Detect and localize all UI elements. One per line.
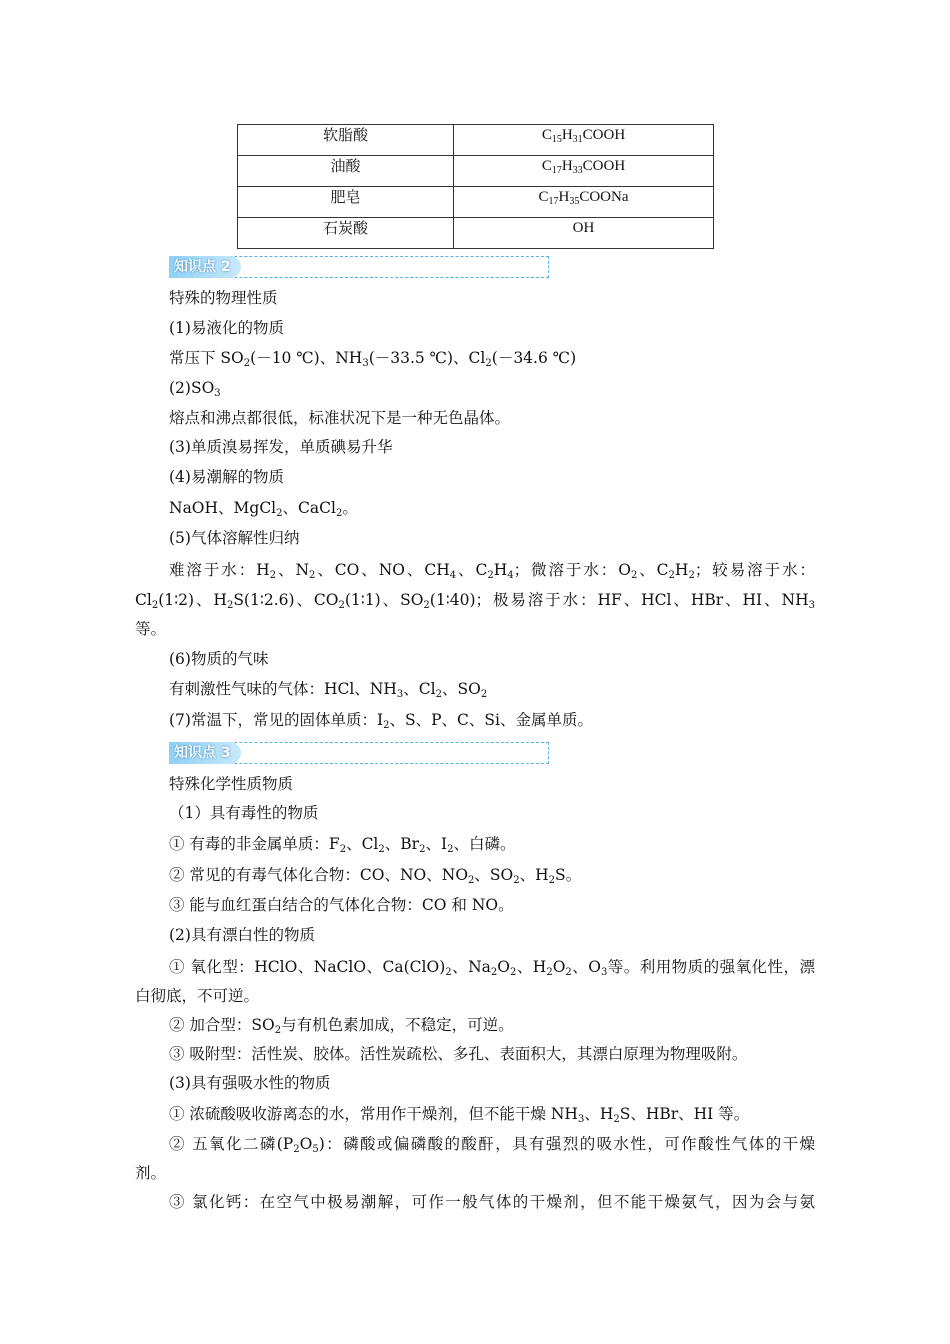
text-line: 剂。 — [135, 1164, 167, 1182]
subheading: (1)易液化的物质 — [169, 319, 284, 337]
table-cell-formula: $C_{15}H_{31}COOH$ — [454, 125, 714, 156]
text-line: ② 常见的有毒气体化合物：CO、NO、$NO_2$、$SO_2$、$H_2S$。 — [169, 866, 582, 886]
table-cell-formula: $C_{17}H_{35}COONa$ — [454, 187, 714, 218]
knowledge-point-label: 知识点 3 — [169, 742, 241, 764]
text-line: 白彻底，不可逆。 — [135, 987, 260, 1005]
text-line: 熔点和沸点都很低，标准状况下是一种无色晶体。 — [169, 409, 511, 427]
table-cell-formula: OH — [454, 218, 714, 249]
subheading: (6)物质的气味 — [169, 650, 269, 668]
fatty-acid-table — [237, 124, 714, 249]
subheading: (5)气体溶解性归纳 — [169, 529, 300, 547]
table-row — [238, 156, 714, 187]
subheading: (7)常温下，常见的固体单质：$I_2$、S、P、C、Si、金属单质。 — [169, 711, 593, 731]
text-line: ① 浓硫酸吸收游离态的水，常用作干燥剂，但不能干燥 $NH_3$、$H_2S$、HBr、HI 等。 — [169, 1105, 750, 1125]
text-line: 有刺激性气味的气体：HCl、$NH_3$、$Cl_2$、$SO_2$ — [169, 680, 488, 700]
knowledge-point-2-header — [169, 256, 549, 278]
text-line: 常压下 $SO_2(-10$ ℃)、$NH_3(-33.5$ ℃)、$Cl_2(-34.6$ ℃) — [169, 349, 577, 369]
text-line: ③ 能与血红蛋白结合的气体化合物：CO 和 NO。 — [169, 896, 514, 914]
section-title: 特殊的物理性质 — [169, 289, 278, 307]
subheading: (2)具有漂白性的物质 — [169, 926, 315, 944]
table-cell-name: 石炭酸 — [238, 218, 454, 249]
text-line: $Cl_2(1∶2)$、$H_2S(1∶2.6)$、$CO_2(1∶1)$、$SO_2(1∶40)$；极易溶于水：HF、HCl、HBr、HI、$NH_3$ — [135, 591, 815, 611]
text-line: ③ 吸附型：活性炭、胶体。活性炭疏松、多孔、表面积大，其漂白原理为物理吸附。 — [169, 1045, 748, 1063]
text-line: ② 五氧化二磷$(P_2O_5)$：磷酸或偏磷酸的酸酐，具有强烈的吸水性，可作酸性气体的干燥 — [169, 1135, 815, 1155]
text-line: ③ 氯化钙：在空气中极易潮解，可作一般气体的干燥剂，但不能干燥氨气，因为会与氨 — [169, 1193, 815, 1211]
table-cell-formula: $C_{17}H_{33}COOH$ — [454, 156, 714, 187]
text-line: ① 有毒的非金属单质：$F_2$、$Cl_2$、$Br_2$、$I_2$、白磷。 — [169, 835, 516, 855]
table-row — [238, 125, 714, 156]
text-line: 难溶于水：$H_2$、$N_2$、CO、NO、$CH_4$、$C_2H_4$；微溶于水：$O_2$、$C_2H_2$；较易溶于水： — [169, 561, 815, 581]
subheading: (3)具有强吸水性的物质 — [169, 1074, 331, 1092]
subheading: $(2)SO_3$ — [169, 379, 221, 399]
table-cell-name: 软脂酸 — [238, 125, 454, 156]
subheading: (4)易潮解的物质 — [169, 468, 284, 486]
table-row — [238, 218, 714, 249]
subheading: (3)单质溴易挥发，单质碘易升华 — [169, 438, 393, 456]
table-row — [238, 187, 714, 218]
text-line: ① 氧化型：HClO、NaClO、$Ca(ClO)_2$、$Na_2O_2$、$H_2O_2$、$O_3$等。利用物质的强氧化性，漂 — [169, 958, 815, 978]
section-title: 特殊化学性质物质 — [169, 775, 294, 793]
text-line: ② 加合型：$SO_2$与有机色素加成，不稳定，可逆。 — [169, 1016, 514, 1036]
knowledge-point-label: 知识点 2 — [169, 256, 241, 278]
table-cell-name: 肥皂 — [238, 187, 454, 218]
text-line: NaOH、MgCl$_2$、CaCl$_2$。 — [169, 499, 358, 519]
table-cell-name: 油酸 — [238, 156, 454, 187]
subheading: （1）具有毒性的物质 — [169, 804, 319, 822]
knowledge-point-3-header — [169, 742, 549, 764]
text-line: 等。 — [135, 620, 167, 638]
